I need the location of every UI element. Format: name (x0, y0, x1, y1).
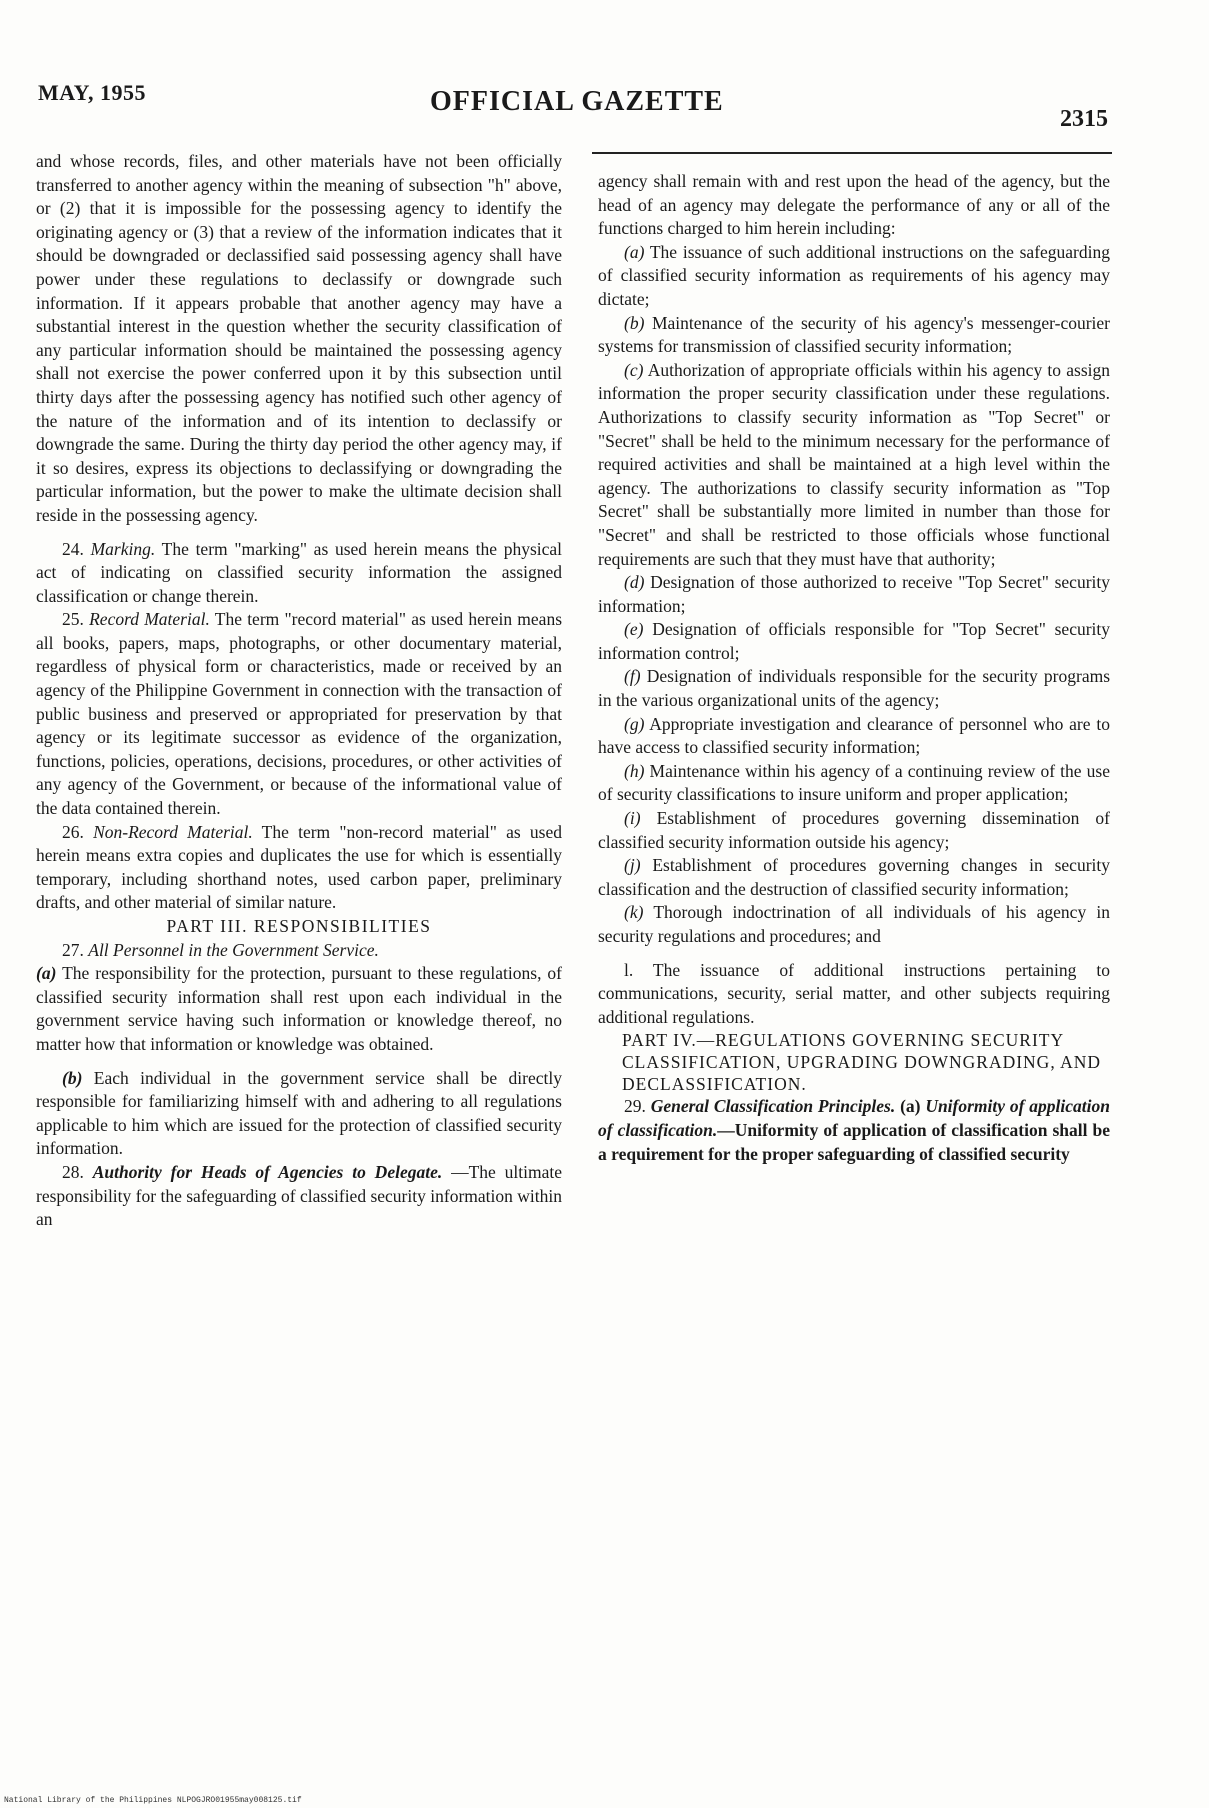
item-text: The responsibility for the protection, pursuant to these regulations, of classified security information shall rest upon each individual in the government service having such information or knowledge thereof, no matter how that information or knowledge was obtained. (36, 963, 563, 1054)
item-text: Appropriate investigation and clearance of personnel who are to have access to classified security information; (598, 713, 1110, 758)
section-title: All Personnel in the Government Service. (88, 939, 379, 960)
item-label: (g) (624, 713, 645, 734)
item-text: Establishment of procedures governing dissemination of classified security information outside his agency; (598, 808, 1110, 852)
section-text: The term "marking" as used herein means the physical act of indicating on classified security information the assigned classification or change therein. (36, 538, 563, 606)
section-number: 27. (62, 939, 84, 960)
item-label: (d) (624, 572, 645, 593)
section-25 (36, 608, 562, 820)
list-item (598, 241, 1110, 312)
item-label: (h) (624, 760, 645, 781)
list-item (598, 359, 1110, 571)
section-text: —The ultimate responsibility for the safeguarding of classified security information within an (36, 1161, 562, 1230)
delegated-functions-list (598, 241, 1110, 949)
item-label: (j) (624, 855, 641, 876)
list-item (598, 618, 1110, 665)
part-3-heading: PART III. RESPONSIBILITIES (166, 916, 432, 936)
section-title: Non-Record Material. (93, 821, 253, 842)
section-29 (598, 1095, 1110, 1166)
section-number: 25. (62, 609, 84, 630)
publication-title: OFFICIAL GAZETTE (430, 86, 724, 117)
issue-date: MAY, 1955 (38, 80, 147, 105)
list-item (598, 665, 1110, 712)
part-4-heading: PART IV.—REGULATIONS GOVERNING SECURITY CLASSIFICATION, UPGRADING DOWNGRADING, AND DECLASSIFICATION. (622, 1030, 1102, 1095)
list-item (598, 901, 1110, 948)
item-label: (k) (624, 902, 644, 923)
right-column (598, 170, 1110, 1166)
item-text: Thorough indoctrination of all individuals of his agency in security regulations and procedures; and (598, 902, 1110, 946)
page-number: 2315 (1060, 106, 1108, 132)
item-text: Designation of officials responsible for "Top Secret" security information control; (598, 619, 1111, 663)
item-label: (a) (36, 963, 57, 984)
item-l (598, 959, 1110, 1030)
list-item (598, 854, 1110, 901)
item-label: l. (624, 959, 634, 980)
section-title: Authority for Heads of Agencies to Delegate. (92, 1161, 443, 1182)
subsection-text: —Uniformity of application of classification shall be a requirement for the proper safeguarding of classified security (598, 1119, 1110, 1164)
subsection-title: Uniformity of application of classification. (598, 1096, 1110, 1140)
list-item (598, 807, 1110, 854)
item-text: Designation of individuals responsible for the security programs in the various organizational units of the agency; (598, 666, 1111, 711)
item-label: (b) (62, 1067, 83, 1088)
item-label: (f) (624, 666, 641, 687)
continued-paragraph: and whose records, files, and other materials have not been officially transferred to another agency within the meaning of subsection "h" above, or (2) that it is impossible for the possessing agency to identify the originating agency or (3) that a review of the information indicates that it should be downgraded or declassified said possessing agency shall have power under these regulations to declassify or downgrade such information. If it appears probable that another agency may have a substantial interest in the question whether the security classification of any particular information should be maintained the possessing agency shall not exercise the power conferred upon it by this subsection until thirty days after the possessing agency has notified such other agency of the nature of the information and of its intention to declassify or downgrade the same. During the thirty day period the other agency may, if it so desires, express its objections to declassifying or downgrading the particular information, but the power to make the ultimate decision shall reside in the possessing agency. (36, 151, 562, 525)
section-text: The term "non-record material" as used herein means extra copies and duplicates the use for which is essentially temporary, including shorthand notes, used carbon paper, preliminary drafts, and other material of similar nature. (36, 821, 562, 913)
list-item (598, 760, 1110, 807)
item-text: Establishment of procedures governing changes in security classification and the destruction of classified security information; (598, 855, 1110, 899)
section-number: 29. (624, 1096, 646, 1117)
section-24 (36, 538, 562, 609)
section-26 (36, 821, 562, 915)
item-label: (i) (624, 808, 641, 829)
section-28-continued: agency shall remain with and rest upon the head of the agency, but the head of an agency may delegate the performance of any or all of the functions charged to him herein including: (598, 171, 1110, 239)
item-label: (c) (624, 359, 644, 380)
section-27a (36, 962, 562, 1056)
item-text: Designation of those authorized to receive "Top Secret" security information; (598, 572, 1111, 616)
scan-footer: National Library of the Philippines NLPOGJRO01955may008125.tif (4, 1796, 302, 1805)
item-text: The issuance of such additional instructions on the safeguarding of classified security information as requirements of his agency may dictate; (598, 241, 1110, 309)
item-text: The issuance of additional instructions pertaining to communications, security, serial matter, and other subjects requiring additional regulations. (598, 959, 1110, 1027)
section-title: Record Material. (89, 609, 210, 630)
section-title: Marking. (90, 538, 156, 559)
section-28 (36, 1161, 562, 1232)
list-item (598, 571, 1110, 618)
section-title: General Classification Principles. (650, 1096, 896, 1117)
section-27b (36, 1067, 562, 1161)
section-number: 24. (62, 538, 84, 559)
item-text: Each individual in the government service shall be directly responsible for familiarizing himself with and adhering to all regulations applicable to him which are issued for the protection of classified security information. (36, 1067, 562, 1159)
section-number: 26. (62, 821, 84, 842)
item-label: (a) (624, 241, 645, 262)
item-text: Maintenance of the security of his agency's messenger-courier systems for transmission of classified security information; (598, 312, 1110, 357)
section-27 (36, 939, 562, 963)
list-item (598, 312, 1110, 359)
item-text: Authorization of appropriate officials within his agency to assign information the proper security classification under these regulations. Authorizations to classify security information as "Top Secret" or "Secret" shall be held to the minimum necessary for the performance of required activities and shall be maintained at a high level within the agency. The authorizations to classify security information as "Top Secret" shall be substantially more limited in number than those for "Secret" and shall be restricted to those officials whose functional requirements are such that they must have that authority; (598, 359, 1110, 569)
item-text: Maintenance within his agency of a continuing review of the use of security classifications to insure uniform and proper application; (598, 760, 1111, 805)
item-label: (a) (900, 1096, 921, 1117)
item-label: (e) (624, 619, 644, 640)
left-column (36, 150, 562, 1232)
section-text: The term "record material" as used herein means all books, papers, maps, photographs, or other documentary material, regardless of physical form or characteristics, made or received by an agency of the Philippine Government in connection with the transaction of public business and preserved or appropriated for preservation by that agency or its legitimate successor as evidence of the organization, functions, policies, operations, decisions, procedures, or other activities of any agency of the Government, or because of the informational value of the data contained therein. (36, 609, 563, 819)
list-item (598, 713, 1110, 760)
header-rule (592, 152, 1112, 154)
item-label: (b) (624, 312, 645, 333)
section-number: 28. (62, 1161, 84, 1182)
